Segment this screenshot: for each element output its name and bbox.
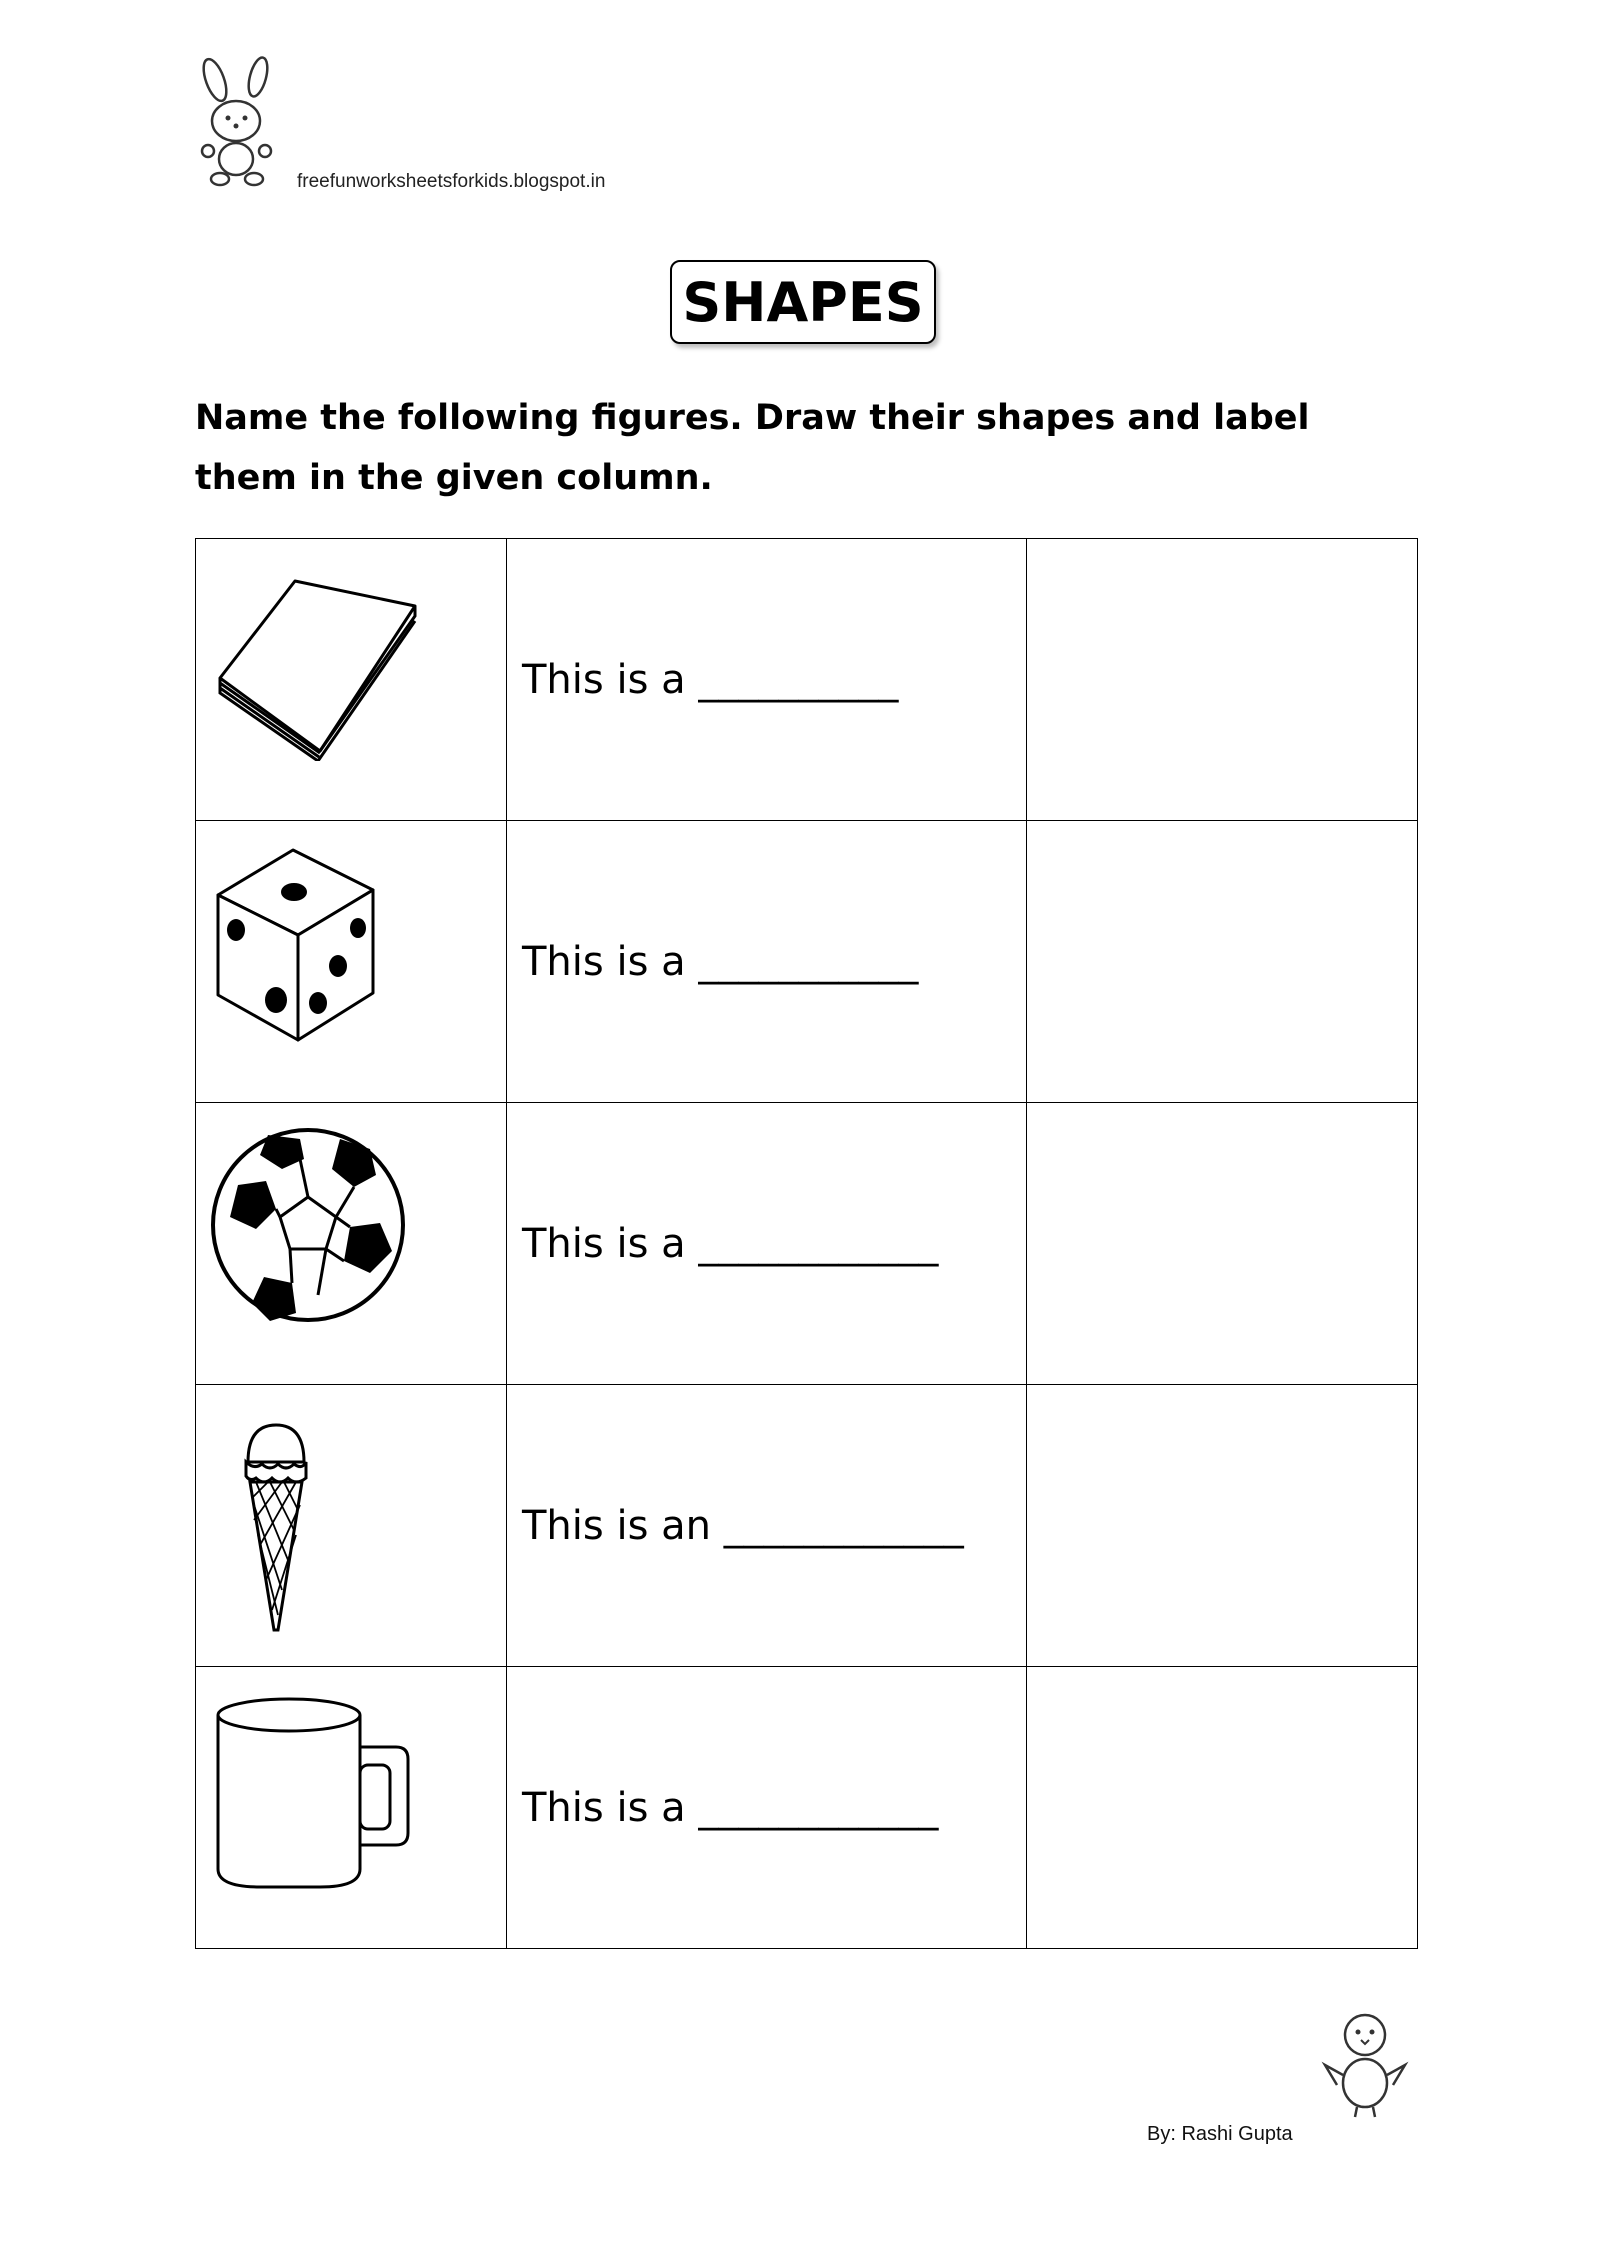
picture-cell	[196, 1667, 507, 1949]
picture-cell	[196, 821, 507, 1103]
table-row	[196, 1385, 1418, 1667]
sentence-text: This is a ___________	[522, 938, 919, 985]
football-icon	[208, 1125, 408, 1325]
sentence-cell	[507, 539, 1027, 821]
sentence-cell	[507, 821, 1027, 1103]
sentence-text: This is an ____________	[522, 1502, 964, 1549]
drawing-area[interactable]	[1027, 539, 1418, 821]
table-row	[196, 539, 1418, 821]
ice-cream-cone-icon	[236, 1420, 316, 1635]
picture-cell	[196, 1103, 507, 1385]
sentence-cell	[507, 1385, 1027, 1667]
mug-icon	[210, 1691, 410, 1891]
drawing-area[interactable]	[1027, 821, 1418, 1103]
bunny-icon	[190, 55, 290, 190]
sentence-cell	[507, 1103, 1027, 1385]
instructions: Name the following figures. Draw their shapes and label them in the given column.	[195, 398, 1310, 498]
picture-cell	[196, 1385, 507, 1667]
worksheet-table	[195, 538, 1418, 1949]
drawing-area[interactable]	[1027, 1667, 1418, 1949]
drawing-area[interactable]	[1027, 1385, 1418, 1667]
sentence-text: This is a ____________	[522, 1784, 939, 1831]
table-row	[196, 1103, 1418, 1385]
sentence-text: This is a __________	[522, 656, 899, 703]
author-credit: By: Rashi Gupta	[1147, 2123, 1293, 2145]
table-row	[196, 1667, 1418, 1949]
sentence-cell	[507, 1667, 1027, 1949]
sentence-text: This is a ____________	[522, 1220, 939, 1267]
page-title: SHAPES	[670, 260, 936, 344]
chick-icon	[1315, 2005, 1415, 2125]
picture-cell	[196, 539, 507, 821]
site-url: freefunworksheetsforkids.blogspot.in	[297, 171, 606, 192]
dice-icon	[208, 845, 383, 1045]
drawing-area[interactable]	[1027, 1103, 1418, 1385]
table-row	[196, 821, 1418, 1103]
book-icon	[210, 561, 425, 761]
